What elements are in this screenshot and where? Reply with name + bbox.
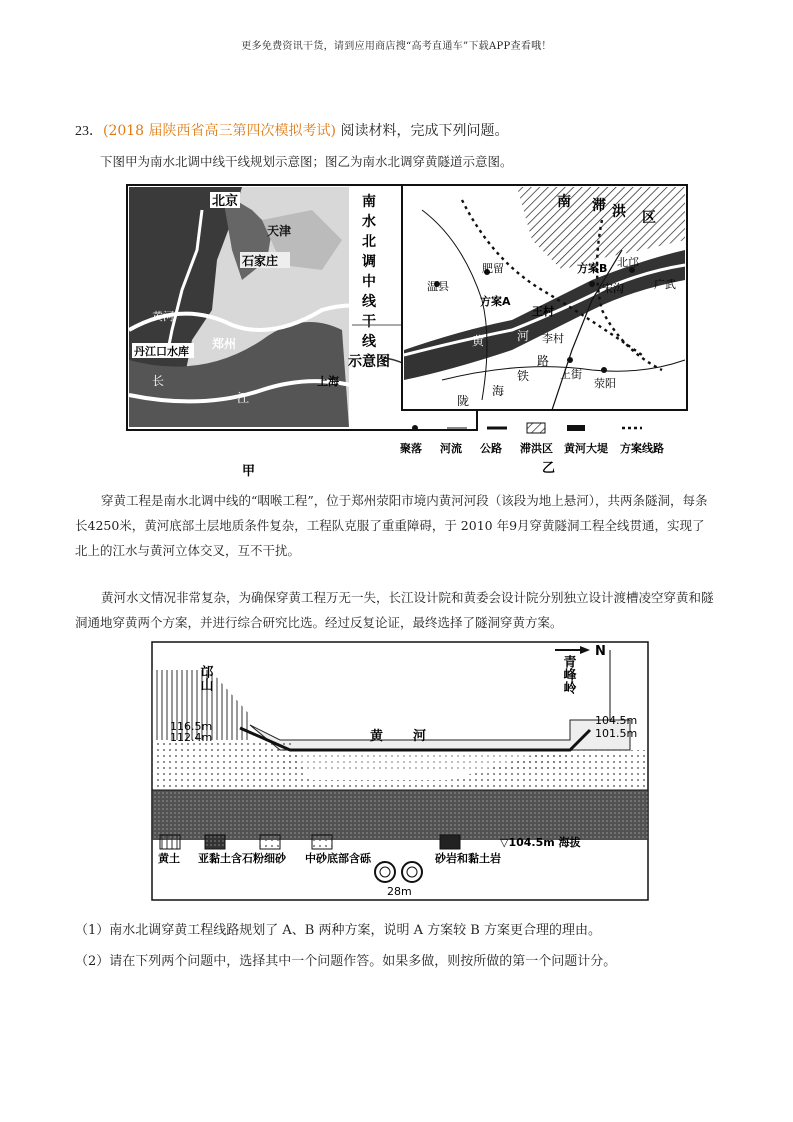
right-hill-label: 青峰岭 xyxy=(560,655,576,694)
sub-question-1: （1）南水北调穿黄工程线路规划了 A、B 两种方案，说明 A 方案较 B 方案更合理的理由。 xyxy=(75,923,601,938)
map-label: 河 xyxy=(517,329,530,343)
map-label: 丹江口水库 xyxy=(134,345,189,358)
map-label: 郑州 xyxy=(212,337,237,351)
profile-figure xyxy=(150,640,660,905)
legend-label: 黄河大堤 xyxy=(564,442,608,455)
map-jia-title-char: 中 xyxy=(362,274,376,290)
map-jia-title-char: 调 xyxy=(362,254,376,270)
map-label: 上街 xyxy=(560,368,582,381)
map-label: 海 xyxy=(492,384,505,398)
map-jia-title-char: 水 xyxy=(362,214,376,230)
north-label: N xyxy=(595,644,606,659)
river-label: 黄河 xyxy=(370,729,457,744)
elev-left-top: 116.5m xyxy=(170,720,213,733)
map-caption: 甲 xyxy=(242,464,256,479)
map-label: 铁 xyxy=(517,369,530,383)
map-jia-title-char: 南 xyxy=(362,194,376,210)
elev-right-bottom: 101.5m xyxy=(595,727,638,740)
profile-legend-label: ▽104.5m 海拔 xyxy=(500,836,581,849)
map-label: 南 xyxy=(557,194,571,210)
legend-label: 公路 xyxy=(480,442,502,455)
question-header xyxy=(75,120,508,140)
profile-legend-label: 砂岩和黏土岩 xyxy=(435,852,501,865)
legend-label: 滞洪区 xyxy=(520,442,553,455)
map-label: 石家庄 xyxy=(242,254,279,268)
map-label: 广武 xyxy=(654,278,676,291)
legend-label: 方案线路 xyxy=(620,442,664,455)
map-label: 长 xyxy=(152,374,165,388)
elev-left-bottom: 112.4m xyxy=(170,731,213,744)
map-label: 区 xyxy=(642,210,656,226)
map-label: 滞 xyxy=(592,198,606,214)
map-label: 肥留 xyxy=(482,262,504,275)
map-figure xyxy=(122,180,690,480)
map-label: 路 xyxy=(537,354,550,368)
elev-right-top: 104.5m xyxy=(595,714,638,727)
map-label: 王村 xyxy=(532,305,554,318)
map-label: 荥阳 xyxy=(594,377,616,390)
map-jia-title-char: 线 xyxy=(362,334,376,350)
profile-legend-label: 粉细砂 xyxy=(253,852,286,865)
map-caption: 乙 xyxy=(542,461,556,476)
question-source: (2018 届陕西省高三第四次模拟考试) xyxy=(103,123,337,139)
map-jia-title-char: 线 xyxy=(362,294,376,310)
map-label: 方案B xyxy=(577,262,608,275)
map-label: 上海 xyxy=(317,375,339,388)
legend-label: 河流 xyxy=(440,442,462,455)
profile-legend-label: 黄土 xyxy=(158,852,180,865)
map-label: 洪 xyxy=(612,204,626,220)
question-number: 23． xyxy=(75,124,103,139)
map-label: 陇 xyxy=(457,394,470,408)
question-prompt: 阅读材料，完成下列问题。 xyxy=(336,123,509,139)
passage-paragraph-2: 黄河水文情况非常复杂，为确保穿黄工程万无一失，长江设计院和黄委会设计院分别独立设计渡槽凌空穿黄和隧洞通地穿黄两个方案，并进行综合研究比选。经过反复论证，最终选择了隧洞穿黄方案。 xyxy=(75,590,714,630)
map-label: 天津 xyxy=(267,224,292,238)
left-hill-label: 邙山 xyxy=(197,665,213,691)
map-jia-title-char: 干 xyxy=(362,314,376,330)
map-label: 北邙 xyxy=(617,256,639,269)
map-jia-title-char: 北 xyxy=(362,234,376,250)
map-label: 北京 xyxy=(212,194,239,209)
question-intro: 下图甲为南水北调中线干线规划示意图；图乙为南水北调穿黄隧道示意图。 xyxy=(100,154,513,169)
sub-question-2: （2）请在下列两个问题中，选择其中一个问题作答。如果多做，则按所做的第一个问题计分。 xyxy=(75,954,617,969)
profile-legend-label: 中砂底部含砾 xyxy=(305,852,371,865)
promo-banner: 更多免费资讯干货，请到应用商店搜“高考直通车”下载APP查看哦！ xyxy=(241,41,552,52)
passage-paragraph-1: 穿黄工程是南水北调中线的“咽喉工程”，位于郑州荥阳市境内黄河河段（该段为地上悬河），共两条隧洞，每条长4250米，黄河底部土层地质条件复杂，工程队克服了重重障碍，于 2010 年9月穿黄隧洞工程全线贯通，实现了北上的江水与黄河立体交叉，互不干扰。 xyxy=(75,493,708,558)
legend-label: 聚落 xyxy=(400,442,422,455)
map-label: 方案A xyxy=(480,295,511,308)
profile-legend-label: 亚黏土含石 xyxy=(198,852,253,865)
map-label: 宋沟 xyxy=(602,282,624,295)
map-label: 黄 xyxy=(472,334,485,348)
map-label: 黄河 xyxy=(152,310,174,323)
map-label: 江 xyxy=(237,391,250,405)
map-label: 温县 xyxy=(427,280,449,293)
map-label: 李村 xyxy=(542,332,564,345)
tunnel-width-label: 28m xyxy=(387,885,412,898)
map-jia-title-char: 示意图 xyxy=(348,354,390,370)
